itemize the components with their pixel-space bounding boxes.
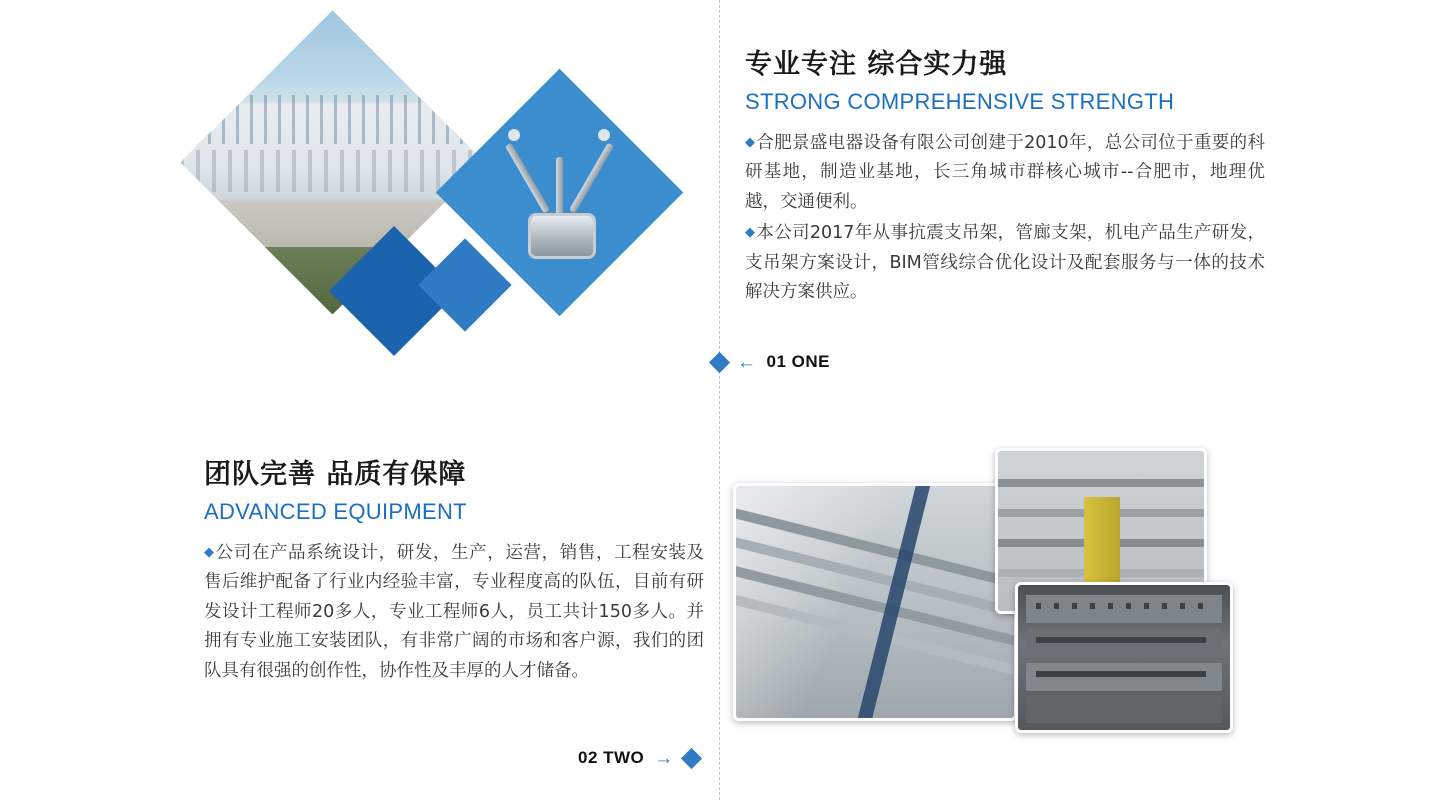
section-02-image-cluster	[733, 448, 1233, 723]
section-02-index-label: 02 TWO	[578, 748, 645, 767]
section-01-index-label: 01 ONE	[766, 352, 830, 371]
bullet-icon: ◆	[745, 135, 756, 150]
section-01-index-marker	[712, 352, 830, 372]
section-02-title-cn: 团队完善 品质有保障	[204, 459, 467, 490]
arrow-right-icon: →	[654, 747, 674, 769]
diamond-marker-icon	[681, 747, 702, 768]
section-01-paragraph-1-text: 合肥景盛电器设备有限公司创建于2010年，总公司位于重要的科研基地，制造业基地，长三角城市群核心城市--合肥市，地理优越，交通便利。	[745, 133, 1265, 212]
arrow-left-icon: ←	[737, 351, 757, 373]
section-01-title-en: STRONG COMPREHENSIVE STRENGTH	[745, 89, 1175, 114]
section-01-paragraph-1	[745, 129, 1265, 217]
section-02-text	[204, 452, 704, 688]
section-01-paragraph-2-text: 本公司2017年从事抗震支吊架，管廊支架，机电产品生产研发，支吊架方案设计，BIM管线综合优化设计及配套服务与一体的技术解决方案供应。	[745, 223, 1265, 302]
section-01-text	[745, 42, 1265, 309]
section-02-paragraph-1-text: 公司在产品系统设计，研发，生产，运营，销售，工程安装及售后维护配备了行业内经验丰富，专业程度高的队伍，目前有研发设计工程师20多人，专业工程师6人，员工共计150多人。并拥有专业施工安装团队，有非常广阔的市场和客户源，我们的团队具有很强的创作性，协作性及丰厚的人才储备。	[204, 543, 704, 681]
pipe-clamp-illustration	[472, 105, 647, 280]
bullet-icon: ◆	[745, 225, 756, 241]
diamond-marker-icon	[709, 351, 730, 372]
section-01-image-cluster	[200, 20, 720, 380]
pipe-support-installation-photo	[733, 483, 1017, 721]
section-02-title-en: ADVANCED EQUIPMENT	[204, 499, 467, 524]
section-02-paragraph-1	[204, 539, 704, 686]
section-01-paragraph-2	[745, 219, 1265, 307]
cable-tray-stack-photo	[1015, 582, 1233, 733]
bullet-icon: ◆	[204, 545, 215, 560]
section-02-index-marker	[578, 748, 699, 768]
section-01-title-cn: 专业专注 综合实力强	[745, 49, 1008, 80]
